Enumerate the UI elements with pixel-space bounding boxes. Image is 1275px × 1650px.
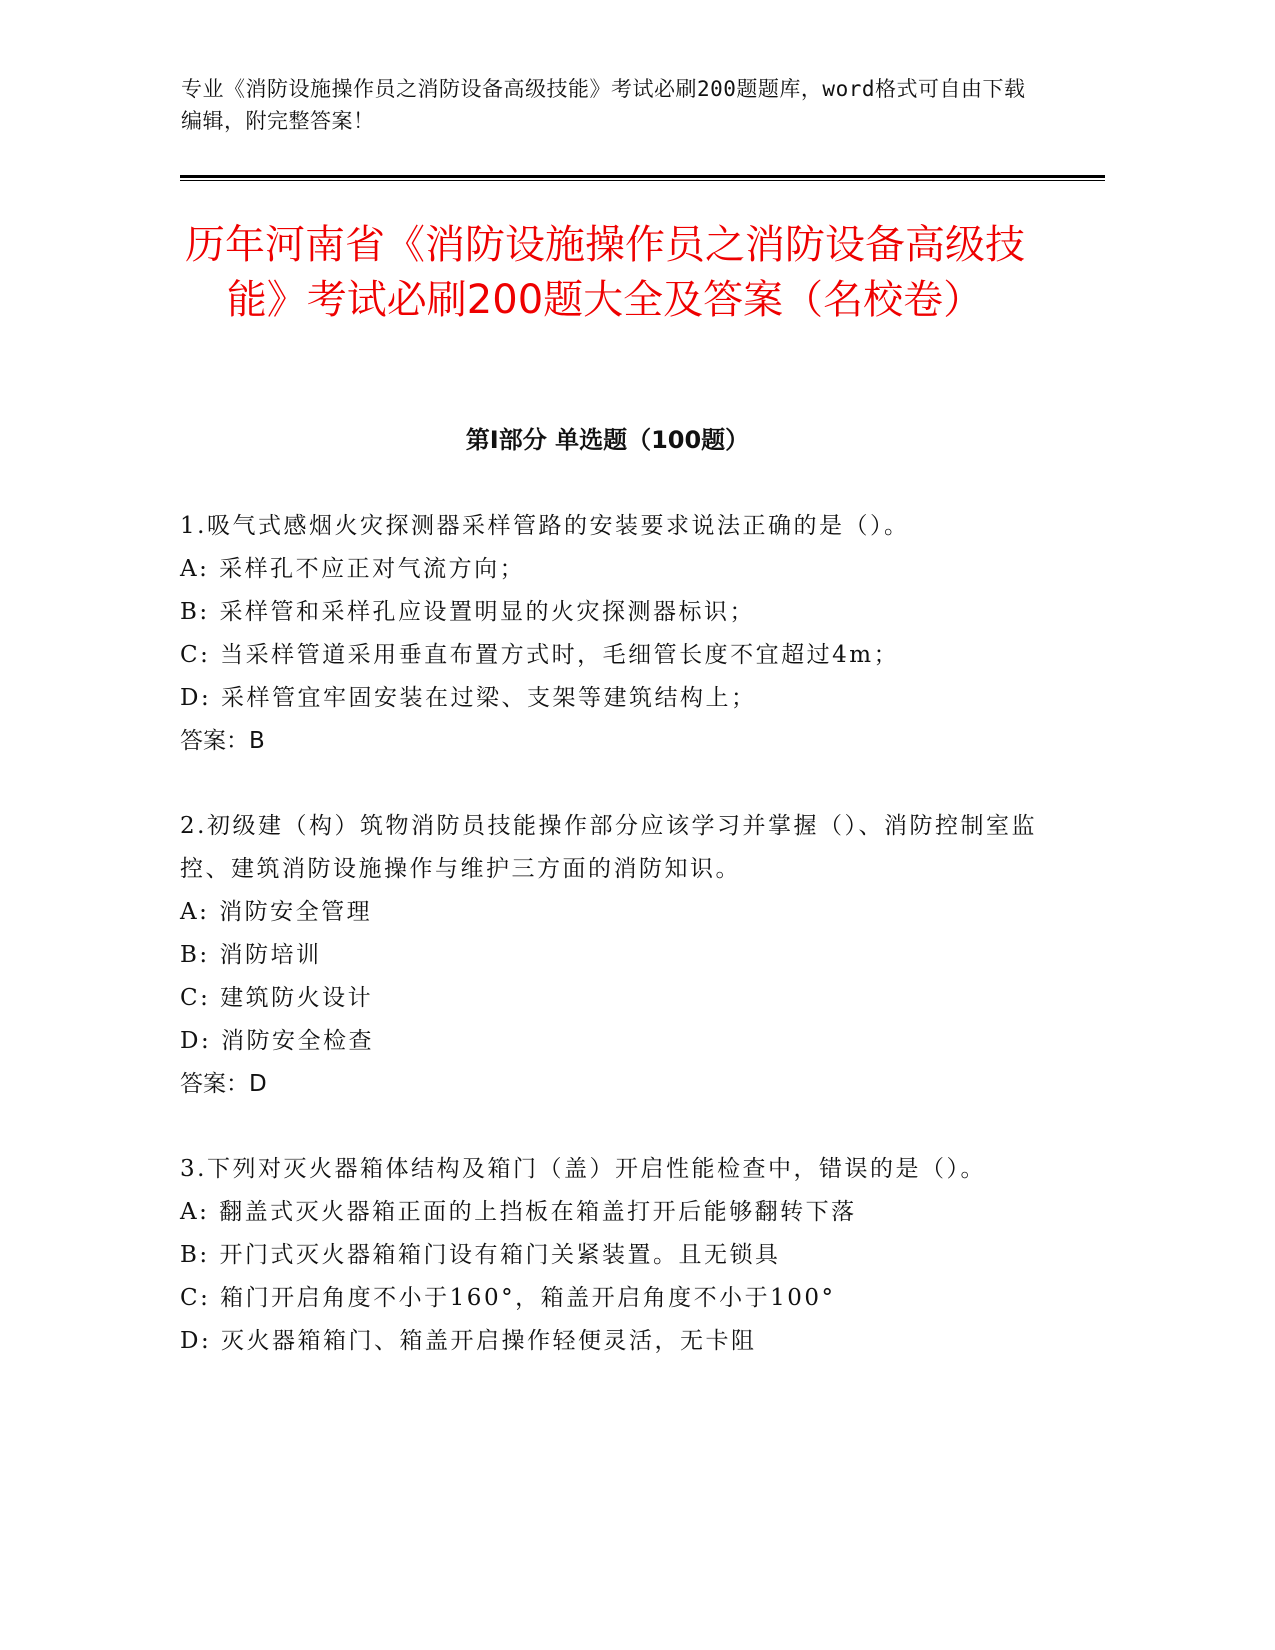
option-b — [180, 591, 1050, 634]
option-text: 灭火器箱箱门、箱盖开启操作轻便灵活，无卡阻 — [221, 1328, 757, 1354]
option-text: 采样管宜牢固安装在过梁、支架等建筑结构上； — [221, 685, 757, 711]
option-a — [180, 548, 1050, 591]
option-letter: A: — [180, 899, 210, 925]
option-text: 消防安全检查 — [221, 1028, 375, 1054]
option-letter: D: — [180, 1328, 212, 1354]
option-text: 建筑防火设计 — [220, 985, 374, 1011]
header-divider-thin — [180, 180, 1105, 181]
question-1 — [180, 505, 1050, 763]
question-3 — [180, 1148, 1050, 1363]
option-letter: A: — [180, 1199, 210, 1225]
answer-line: 答案：D — [180, 1071, 267, 1097]
option-d — [180, 1320, 1050, 1363]
option-d — [180, 677, 1050, 720]
option-letter: A: — [180, 556, 210, 582]
question-stem: 3.下列对灭火器箱体结构及箱门（盖）开启性能检查中，错误的是（）。 — [180, 1156, 986, 1182]
question-stem: 1.吸气式感烟火灾探测器采样管路的安装要求说法正确的是（）。 — [180, 513, 910, 539]
option-a — [180, 1191, 1050, 1234]
option-letter: B: — [180, 942, 210, 968]
option-d — [180, 1020, 1050, 1063]
option-letter: B: — [180, 1242, 210, 1268]
option-letter: C: — [180, 642, 211, 668]
option-b — [180, 1234, 1050, 1277]
option-text: 开门式灭火器箱箱门设有箱门关紧装置。且无锁具 — [219, 1242, 781, 1268]
option-letter: C: — [180, 1285, 211, 1311]
option-text: 箱门开启角度不小于160°，箱盖开启角度不小于100° — [220, 1285, 836, 1311]
option-b — [180, 934, 1050, 977]
section-title: 第I部分 单选题（100题） — [465, 426, 750, 454]
document-title: 历年河南省《消防设施操作员之消防设备高级技能》考试必刷200题大全及答案（名校卷） — [185, 222, 1025, 323]
option-text: 当采样管道采用垂直布置方式时，毛细管长度不宜超过4m； — [220, 642, 900, 668]
option-letter: D: — [180, 685, 212, 711]
header-note: 专业《消防设施操作员之消防设备高级技能》考试必刷200题题库，word格式可自由下载编辑，附完整答案！ — [181, 77, 1026, 133]
header-divider-thick — [180, 175, 1105, 178]
option-text: 采样孔不应正对气流方向； — [219, 556, 526, 582]
option-letter: D: — [180, 1028, 212, 1054]
question-2 — [180, 805, 1050, 1106]
question-list — [180, 505, 1050, 1405]
option-a — [180, 891, 1050, 934]
option-c — [180, 1277, 1050, 1320]
answer-line: 答案：B — [180, 728, 265, 754]
option-text: 消防培训 — [219, 942, 322, 968]
option-letter: C: — [180, 985, 211, 1011]
question-stem: 2.初级建（构）筑物消防员技能操作部分应该学习并掌握（）、消防控制室监控、建筑消防设施操作与维护三方面的消防知识。 — [180, 813, 1037, 882]
option-text: 翻盖式灭火器箱正面的上挡板在箱盖打开后能够翻转下落 — [219, 1199, 857, 1225]
option-text: 采样管和采样孔应设置明显的火灾探测器标识； — [219, 599, 755, 625]
option-c — [180, 634, 1050, 677]
option-text: 消防安全管理 — [219, 899, 373, 925]
option-letter: B: — [180, 599, 210, 625]
option-c — [180, 977, 1050, 1020]
